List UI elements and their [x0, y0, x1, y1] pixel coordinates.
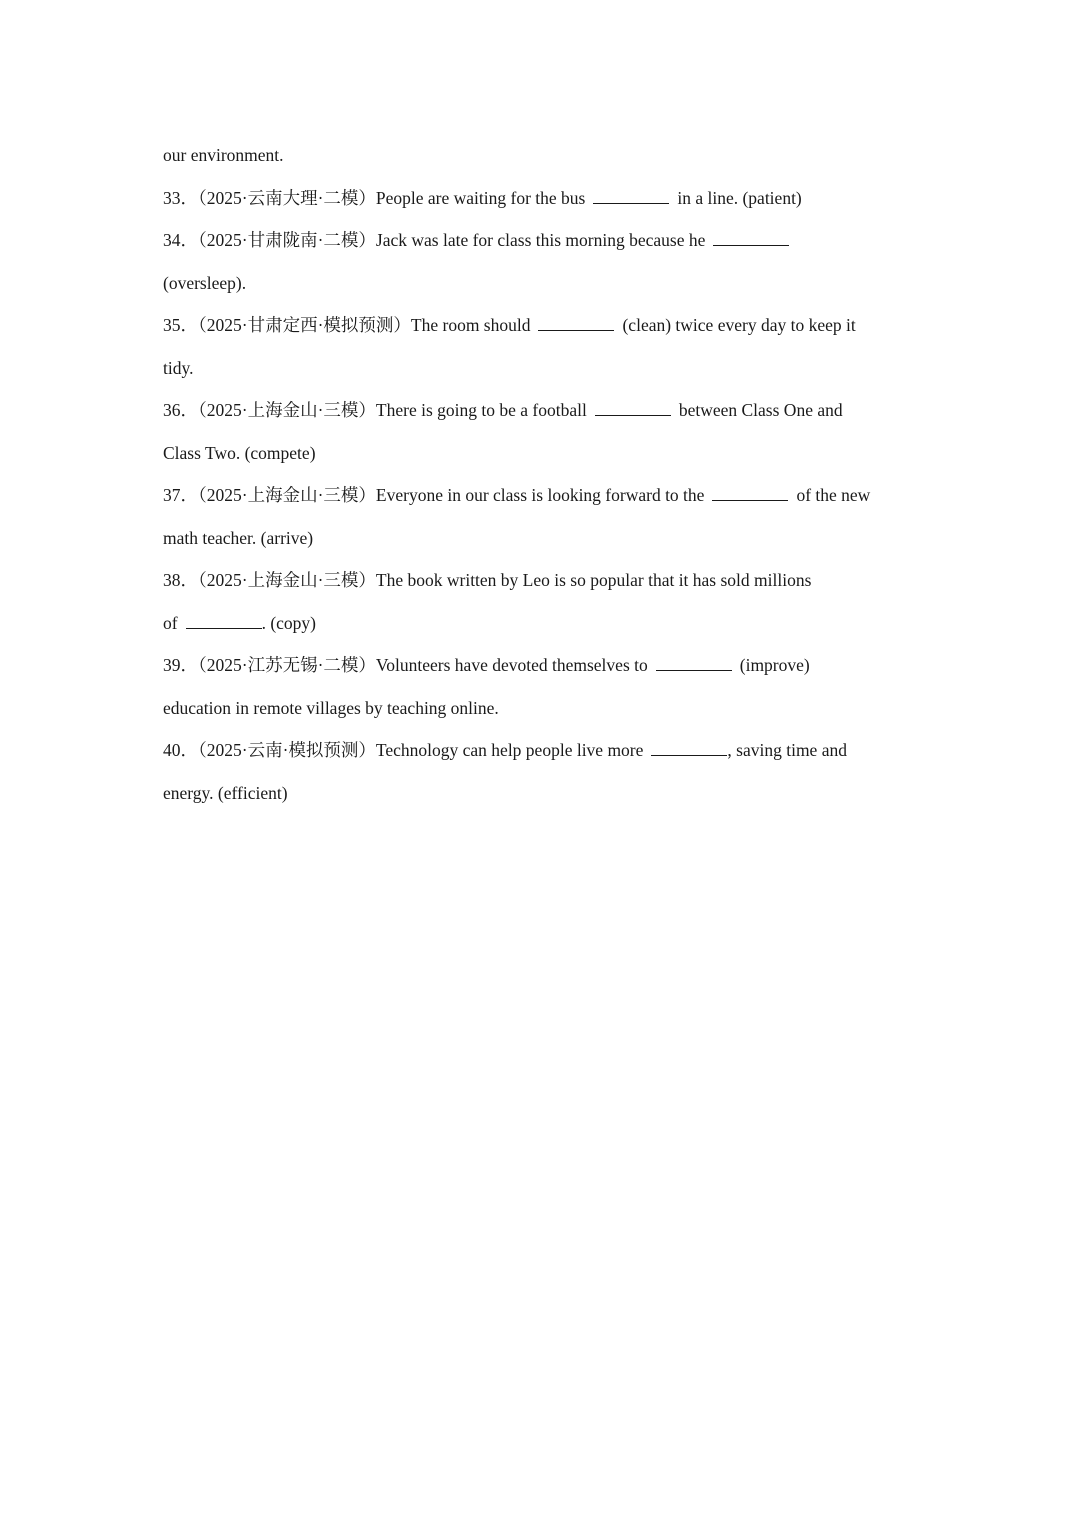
question-33 [163, 177, 923, 220]
answer-blank[interactable] [186, 614, 262, 629]
answer-blank[interactable] [713, 231, 789, 246]
question-text: The room should [410, 315, 531, 335]
question-text-cont: of [163, 612, 178, 633]
question-text: Volunteers have devoted themselves to [375, 655, 648, 675]
question-text-cont: education in remote villages by teaching online. [163, 697, 499, 718]
question-source: （2025·云南·模拟预测） [198, 740, 376, 760]
question-text: People are waiting for the bus [375, 187, 586, 208]
question-text: The book written by Leo is so popular that it has sold millions [375, 570, 812, 590]
question-hint: (improve) [739, 655, 810, 675]
question-number: 40． [163, 740, 198, 760]
question-text: Everyone in our class is looking forward to the [375, 485, 705, 505]
question-text-cont: energy. (efficient) [163, 782, 288, 803]
question-number: 33． [163, 187, 198, 208]
worksheet-page [163, 134, 923, 814]
question-number: 35． [163, 315, 198, 335]
question-37 [163, 474, 923, 517]
question-number: 36． [163, 400, 198, 420]
question-text-cont: Class Two. (compete) [163, 442, 316, 463]
question-35 [163, 304, 923, 347]
answer-blank[interactable] [593, 189, 669, 204]
question-source: （2025·上海金山·三模） [198, 485, 376, 505]
question-36 [163, 389, 923, 432]
q32-continuation [163, 134, 923, 177]
question-text-after: in a line. (patient) [677, 187, 802, 208]
question-number: 37． [163, 485, 198, 505]
question-source: （2025·甘肃定西·模拟预测） [198, 315, 411, 335]
question-source: （2025·上海金山·三模） [198, 570, 376, 590]
question-hint: . (copy) [261, 612, 317, 633]
question-source: （2025·云南大理·二模） [198, 187, 376, 208]
answer-blank[interactable] [712, 486, 788, 501]
question-38-continuation [163, 602, 923, 645]
question-39 [163, 644, 923, 687]
question-35-continuation [163, 347, 923, 390]
q32-tail-text: our environment. [163, 145, 284, 165]
question-source: （2025·上海金山·三模） [198, 400, 376, 420]
answer-blank[interactable] [656, 656, 732, 671]
question-text-cont: tidy. [163, 357, 194, 378]
question-text-after: of the new [796, 485, 871, 505]
question-number: 34． [163, 230, 198, 250]
question-40 [163, 729, 923, 772]
question-38 [163, 559, 923, 602]
answer-blank[interactable] [595, 401, 671, 416]
question-text: Jack was late for class this morning because he [375, 230, 706, 250]
question-37-continuation [163, 517, 923, 560]
question-36-continuation [163, 432, 923, 475]
question-text-after: (clean) twice every day to keep it [622, 315, 856, 335]
question-number: 39． [163, 655, 198, 675]
answer-blank[interactable] [651, 741, 727, 756]
question-34 [163, 219, 923, 262]
question-39-continuation [163, 687, 923, 730]
answer-blank[interactable] [538, 316, 614, 331]
question-text: Technology can help people live more [375, 740, 644, 760]
question-hint: (oversleep). [163, 272, 247, 293]
question-40-continuation [163, 772, 923, 815]
question-text-after: between Class One and [678, 400, 843, 420]
question-source: （2025·甘肃陇南·二模） [198, 230, 376, 250]
question-34-continuation [163, 262, 923, 305]
question-number: 38． [163, 570, 198, 590]
question-source: （2025·江苏无锡·二模） [198, 655, 376, 675]
question-text: There is going to be a football [375, 400, 587, 420]
question-text-cont: math teacher. (arrive) [163, 527, 314, 548]
question-text-after: , saving time and [727, 740, 847, 760]
